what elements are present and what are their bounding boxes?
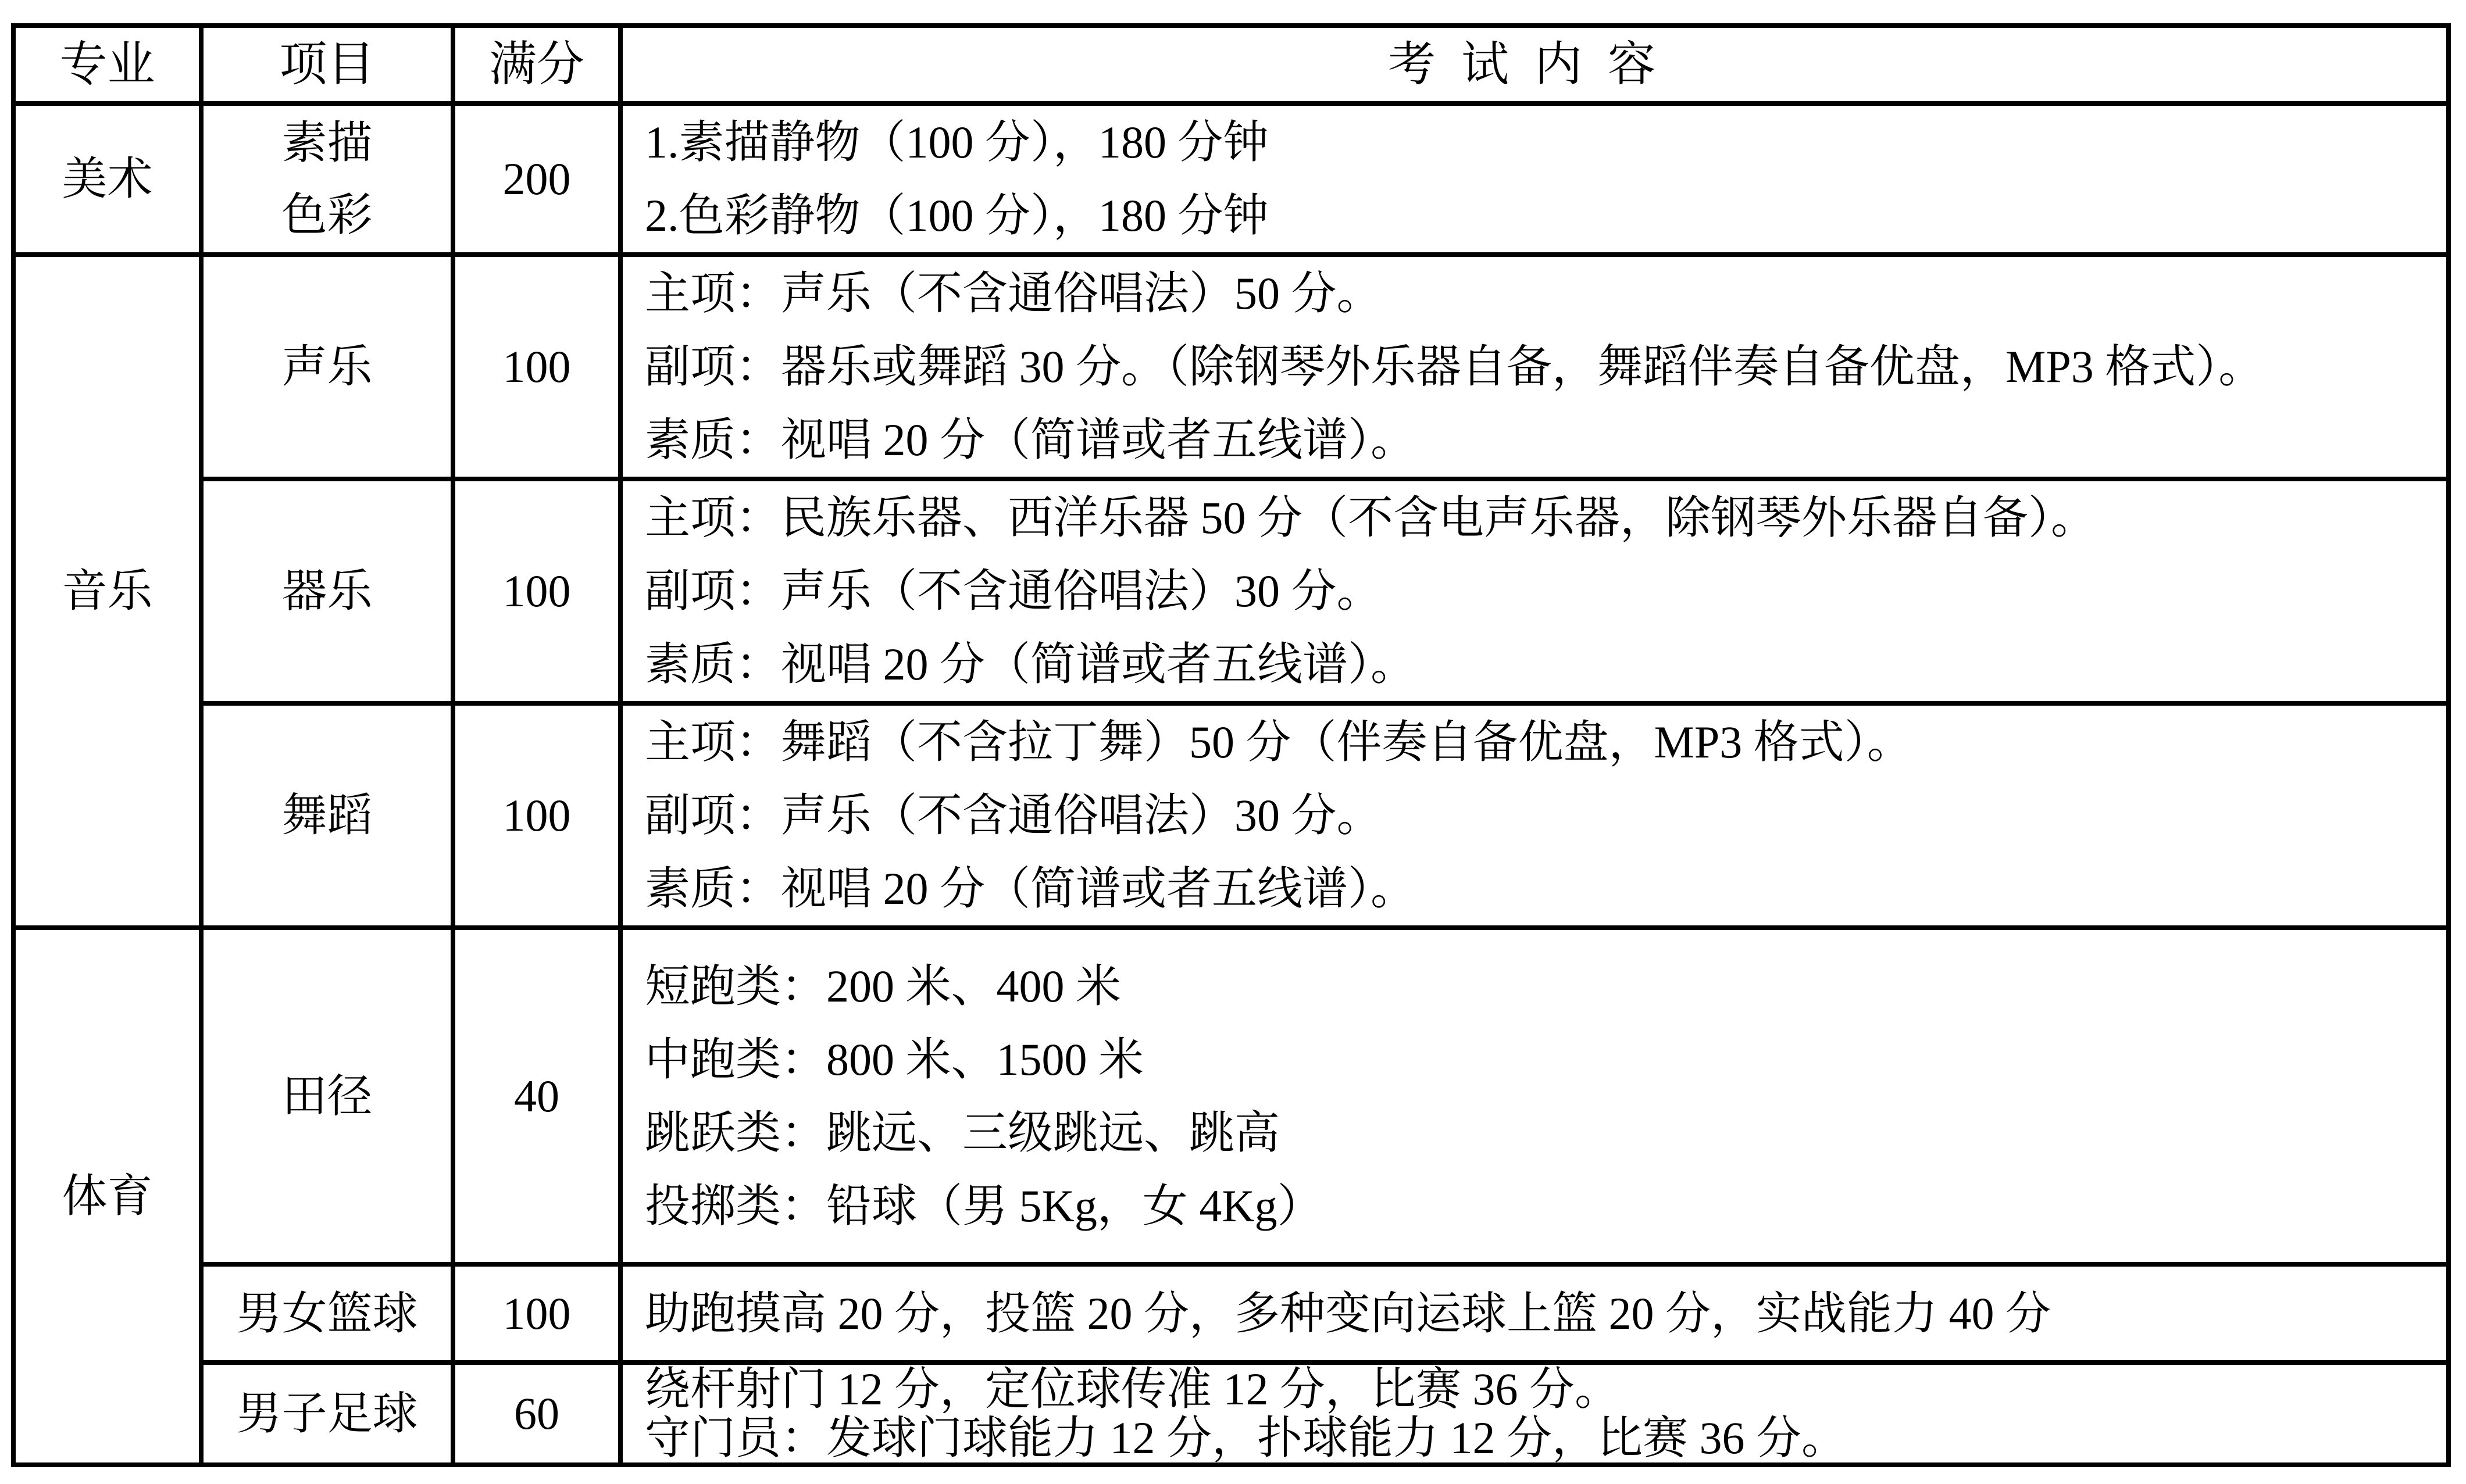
- table-row: [13, 703, 2449, 928]
- content-line: 主项：舞蹈（不含拉丁舞）50 分（伴奏自备优盘，MP3 格式）。: [645, 717, 1912, 767]
- content-cell: [620, 255, 2449, 479]
- table-row: [13, 1363, 2449, 1465]
- content-line: 守门员：发球门球能力 12 分，扑球能力 12 分，比赛 36 分。: [645, 1413, 1847, 1463]
- item-label: 色彩: [281, 189, 373, 240]
- item-cell: 舞蹈: [201, 703, 453, 928]
- content-line: 素质：视唱 20 分（简谱或者五线谱）。: [645, 414, 1416, 465]
- content-line: 主项：声乐（不含通俗唱法）50 分。: [645, 268, 1382, 319]
- score-cell: 100: [453, 1264, 620, 1363]
- header-row: [13, 26, 2449, 103]
- content-line: 绕杆射门 12 分，定位球传准 12 分，比赛 36 分。: [645, 1364, 1621, 1414]
- score-cell: 100: [453, 479, 620, 703]
- content-cell: [620, 103, 2449, 255]
- header-major: 专业: [13, 26, 201, 103]
- table-row: [13, 928, 2449, 1264]
- score-cell: 100: [453, 255, 620, 479]
- item-cell: 田径: [201, 928, 453, 1264]
- item-cell: [201, 103, 453, 255]
- content-cell: [620, 479, 2449, 703]
- content-line: 投掷类：铅球（男 5Kg，女 4Kg）: [645, 1180, 1323, 1231]
- item-cell: 声乐: [201, 255, 453, 479]
- content-line: 跳跃类：跳远、三级跳远、跳高: [645, 1107, 1280, 1158]
- header-content: 考试内容: [620, 26, 2449, 103]
- content-line: 副项：声乐（不含通俗唱法）30 分。: [645, 566, 1382, 616]
- content-line: 素质：视唱 20 分（简谱或者五线谱）。: [645, 863, 1416, 914]
- score-cell: 100: [453, 703, 620, 928]
- score-cell: 60: [453, 1363, 620, 1465]
- item-label: 素描: [281, 117, 373, 168]
- table-row: [13, 1264, 2449, 1363]
- item-cell: 男女篮球: [201, 1264, 453, 1363]
- item-cell: 器乐: [201, 479, 453, 703]
- content-cell: [620, 1363, 2449, 1465]
- table-row: [13, 103, 2449, 255]
- content-line: 中跑类：800 米、1500 米: [645, 1034, 1144, 1085]
- content-line: 主项：民族乐器、西洋乐器 50 分（不含电声乐器，除钢琴外乐器自备）。: [645, 492, 2097, 543]
- content-cell: [620, 1264, 2449, 1363]
- content-cell: [620, 703, 2449, 928]
- content-line: 2.色彩静物（100 分），180 分钟: [645, 190, 1269, 241]
- major-cell-pe: 体育: [13, 928, 201, 1465]
- content-line: 助跑摸高 20 分，投篮 20 分，多种变向运球上篮 20 分，实战能力 40 分: [645, 1288, 2051, 1339]
- score-cell: 200: [453, 103, 620, 255]
- header-item: 项目: [201, 26, 453, 103]
- content-line: 副项：器乐或舞蹈 30 分。（除钢琴外乐器自备，舞蹈伴奏自备优盘，MP3 格式）。: [645, 341, 2264, 392]
- score-cell: 40: [453, 928, 620, 1264]
- header-score: 满分: [453, 26, 620, 103]
- major-cell-art: 美术: [13, 103, 201, 255]
- exam-content-table: [11, 23, 2451, 1467]
- table-row: [13, 479, 2449, 703]
- content-line: 副项：声乐（不含通俗唱法）30 分。: [645, 790, 1382, 841]
- major-cell-music: 音乐: [13, 255, 201, 928]
- content-line: 素质：视唱 20 分（简谱或者五线谱）。: [645, 639, 1416, 689]
- table-row: [13, 255, 2449, 479]
- content-line: 短跑类：200 米、400 米: [645, 960, 1122, 1011]
- content-cell: [620, 928, 2449, 1264]
- content-line: 1.素描静物（100 分），180 分钟: [645, 117, 1269, 167]
- item-cell: 男子足球: [201, 1363, 453, 1465]
